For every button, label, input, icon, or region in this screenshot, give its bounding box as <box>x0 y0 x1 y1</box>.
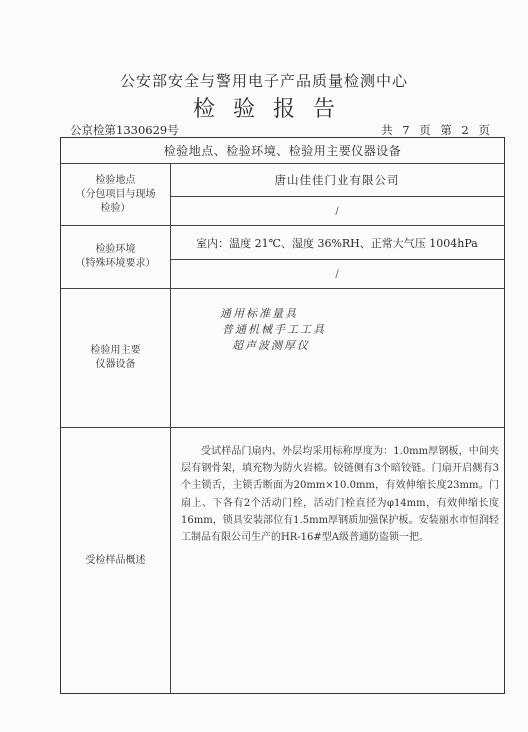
sample-description: 受试样品门扇内、外层均采用标称厚度为：1.0mm厚钢板，中间夹层有钢骨架，填充物为防火岩棉。铰链侧有3个暗铰链。门扇开启侧有3个主锁舌，主锁舌断面为20mm×10.0mm，有效伸缩长度23mm。门扇上、下各有2个活动门栓，活动门栓直径为φ14mm，有效伸缩长度16mm，锁具安装部位有1.5mm厚钢质加强保护板。安装丽水市恒润轻工制品有限公司生产的HR-16#型A级普通防盗锁一把。 <box>181 446 499 544</box>
total-pages: 共 7 页 <box>381 123 431 137</box>
equipment-label <box>61 289 170 427</box>
equipment-label-line: 仪器设备 <box>95 359 136 370</box>
equipment-label-line: 检验用主要 <box>90 345 141 356</box>
environment-label-line: （特殊环境要求） <box>75 258 156 269</box>
location-label-line: 检验） <box>100 202 131 214</box>
location-value: 唐山佳佳门业有限公司 <box>274 173 400 187</box>
report-number: 公京检第1330629号 <box>70 123 179 137</box>
report-title: 检验报告 <box>192 97 353 122</box>
environment-sub-value: / <box>335 268 339 280</box>
page-counter <box>381 122 490 138</box>
environment-value: 室内：温度 21℃、湿度 36%RH、正常大气压 1004hPa <box>196 236 478 250</box>
equipment-item: 通用标准量具 <box>220 307 298 320</box>
equipment-item: 普通机械手工工具 <box>222 323 326 336</box>
inspection-table <box>60 137 505 694</box>
location-label-line: 检验地点 <box>95 174 136 186</box>
environment-label <box>61 226 170 288</box>
location-sub-value: / <box>335 205 339 217</box>
equipment-item: 超声波测厚仪 <box>232 339 310 352</box>
page-number: 第 2 页 <box>440 123 490 137</box>
location-label-line: （分包项目与现场 <box>75 188 156 200</box>
section-title: 检验地点、检验环境、检验用主要仪器设备 <box>163 144 402 158</box>
environment-label-line: 检验环境 <box>95 244 136 255</box>
organization-name: 公安部安全与警用电子产品质量检测中心 <box>119 72 408 90</box>
location-label <box>61 164 170 225</box>
equipment-list <box>220 306 326 354</box>
sample-label: 受检样品概述 <box>85 554 146 566</box>
